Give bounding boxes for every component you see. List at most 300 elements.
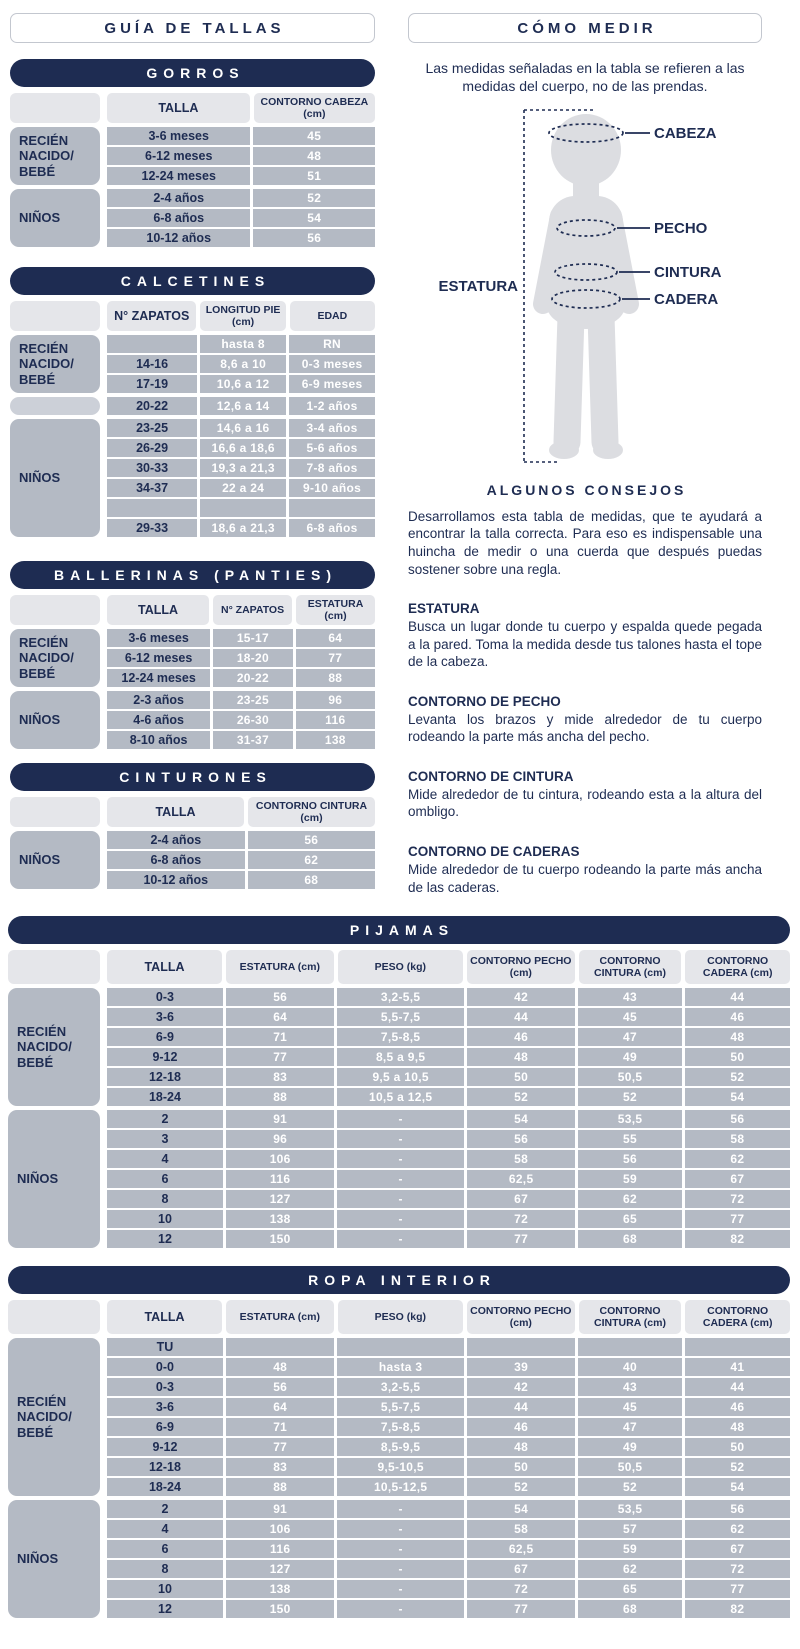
table-cell: 47 <box>578 1028 681 1046</box>
table-cell: 56 <box>226 988 335 1006</box>
table-corner-cell <box>10 301 100 331</box>
table-cell <box>107 499 197 517</box>
table-cell: 62 <box>685 1150 790 1168</box>
row-group-label: NIÑOS <box>10 419 100 537</box>
row-group <box>10 691 375 749</box>
size-table-calcetines <box>10 267 375 537</box>
column-header: CONTORNO CADERA (cm) <box>685 950 790 984</box>
table-cell: 15-17 <box>213 629 292 647</box>
table-row <box>107 1130 790 1148</box>
table-title-ropa-interior: ROPA INTERIOR <box>8 1266 790 1294</box>
table-cell: 58 <box>685 1130 790 1148</box>
table-cell: 138 <box>296 731 375 749</box>
table-cell: 49 <box>578 1438 681 1456</box>
table-corner-cell <box>8 950 100 984</box>
table-cell: 48 <box>467 1048 576 1066</box>
column-header: TALLA <box>107 1300 222 1334</box>
table-row <box>107 397 375 415</box>
table-cell: 8,6 a 10 <box>200 355 286 373</box>
table-cell: 50 <box>685 1048 790 1066</box>
table-cell: 62,5 <box>467 1540 576 1558</box>
table-cell: 59 <box>578 1170 681 1188</box>
table-cell: 9,5-10,5 <box>337 1458 463 1476</box>
row-group-label: RECIÉN NACIDO/ BEBÉ <box>10 629 100 687</box>
table-cell: 8-10 años <box>107 731 210 749</box>
table-cell: 6-12 meses <box>107 649 210 667</box>
table-cell: 2-3 años <box>107 691 210 709</box>
table-row <box>107 831 375 849</box>
table-cell: 3-6 meses <box>107 127 250 145</box>
table-cell: 0-3 <box>107 1378 223 1396</box>
table-cell: 96 <box>226 1130 335 1148</box>
tip-contorno-pecho <box>408 694 762 746</box>
table-cell: 10,5 a 12,5 <box>337 1088 463 1106</box>
table-cell: 9-10 años <box>289 479 375 497</box>
table-cell: 17-19 <box>107 375 197 393</box>
table-cell: 62 <box>578 1560 681 1578</box>
table-cell: 62 <box>578 1190 681 1208</box>
table-cell: 54 <box>467 1110 576 1128</box>
table-cell: 116 <box>296 711 375 729</box>
cinturones-table-host <box>10 763 375 889</box>
row-group-label: NIÑOS <box>10 691 100 749</box>
table-cell: 50 <box>685 1438 790 1456</box>
table-cell: 44 <box>685 988 790 1006</box>
table-cell: 77 <box>226 1048 335 1066</box>
consejos-title: ALGUNOS CONSEJOS <box>486 481 687 498</box>
row-group <box>10 397 375 415</box>
table-cell: 50 <box>467 1458 576 1476</box>
tip-text: Mide alrededor de tu cuerpo rodeando la parte más ancha de las caderas. <box>408 861 762 895</box>
table-header-row <box>10 797 375 827</box>
table-cell: hasta 3 <box>337 1358 463 1376</box>
table-cell: 82 <box>685 1600 790 1618</box>
table-cell: 6-8 años <box>289 519 375 537</box>
table-cell: 3,2-5,5 <box>337 1378 463 1396</box>
tip-estatura <box>408 601 762 671</box>
table-cell: 6-8 años <box>107 851 245 869</box>
table-cell: 12 <box>107 1230 223 1248</box>
table-cell: 10,5-12,5 <box>337 1478 463 1496</box>
table-cell: - <box>337 1110 463 1128</box>
table-cell: 67 <box>467 1190 576 1208</box>
table-cell: 14,6 a 16 <box>200 419 286 437</box>
column-header: CONTORNO CADERA (cm) <box>685 1300 790 1334</box>
column-header: CONTORNO CABEZA (cm) <box>254 93 375 123</box>
column-header: TALLA <box>107 797 244 827</box>
table-cell: 46 <box>467 1418 576 1436</box>
table-cell: 26-30 <box>213 711 292 729</box>
table-cell: 5,5-7,5 <box>337 1008 463 1026</box>
table-cell: 43 <box>578 988 681 1006</box>
table-cell <box>337 1338 463 1356</box>
size-table-gorros <box>10 59 375 247</box>
table-row <box>107 1008 790 1026</box>
table-cell: - <box>337 1210 463 1228</box>
table-cell: 20-22 <box>107 397 197 415</box>
table-row <box>107 1600 790 1618</box>
table-row <box>107 1210 790 1228</box>
table-cell: 8,5 a 9,5 <box>337 1048 463 1066</box>
table-cell: 2 <box>107 1110 223 1128</box>
row-group <box>10 127 375 185</box>
row-group <box>10 831 375 889</box>
table-row <box>107 629 375 647</box>
table-cell: 72 <box>685 1190 790 1208</box>
table-cell: 48 <box>226 1358 335 1376</box>
table-row <box>107 1358 790 1376</box>
gorros-table-host <box>10 59 375 247</box>
table-cell: 42 <box>467 988 576 1006</box>
column-header: ESTATURA (cm) <box>226 950 334 984</box>
table-cell: 67 <box>685 1170 790 1188</box>
table-title-gorros: GORROS <box>10 59 375 87</box>
table-cell: 2 <box>107 1500 223 1518</box>
cabeza-label: CABEZA <box>654 124 717 142</box>
column-header: EDAD <box>290 301 375 331</box>
table-cell: - <box>337 1540 463 1558</box>
row-group <box>10 189 375 247</box>
table-cell: - <box>337 1600 463 1618</box>
table-cell: 9-12 <box>107 1438 223 1456</box>
table-cell: 71 <box>226 1418 335 1436</box>
table-cell: 30-33 <box>107 459 197 477</box>
column-header: CONTORNO CINTURA (cm) <box>248 797 375 827</box>
table-cell: 64 <box>226 1008 335 1026</box>
table-row <box>107 1190 790 1208</box>
table-cell: 72 <box>685 1560 790 1578</box>
table-row <box>107 1540 790 1558</box>
table-cell: 4 <box>107 1520 223 1538</box>
tip-text: Busca un lugar donde tu cuerpo y espalda quede pegada a la pared. Toma la medida desde tus talones hasta el tope de la cabeza. <box>408 619 762 670</box>
table-cell: 16,6 a 18,6 <box>200 439 286 457</box>
table-cell: 65 <box>578 1580 681 1598</box>
table-cell: 12 <box>107 1600 223 1618</box>
table-header-row <box>8 1300 790 1334</box>
table-cell: 58 <box>467 1150 576 1168</box>
table-cell: 40 <box>578 1358 681 1376</box>
table-row <box>107 499 375 517</box>
column-header: PESO (kg) <box>338 950 463 984</box>
row-group <box>10 629 375 687</box>
table-cell: 10-12 años <box>107 871 245 889</box>
table-cell: 68 <box>578 1230 681 1248</box>
table-cell: 7,5-8,5 <box>337 1028 463 1046</box>
measurements-note: Las medidas señaladas en la tabla se refieren a las medidas del cuerpo, no de las prendas. <box>425 60 745 95</box>
table-title-cinturones: CINTURONES <box>10 763 375 791</box>
table-cell: 53,5 <box>578 1500 681 1518</box>
table-cell: 127 <box>226 1190 335 1208</box>
table-cell: 54 <box>253 209 375 227</box>
table-cell: - <box>337 1560 463 1578</box>
table-cell: 68 <box>578 1600 681 1618</box>
row-group-label: NIÑOS <box>10 831 100 889</box>
row-group-label: RECIÉN NACIDO/ BEBÉ <box>8 1338 100 1496</box>
table-cell: 9,5 a 10,5 <box>337 1068 463 1086</box>
table-row <box>107 1580 790 1598</box>
table-cell: 77 <box>685 1580 790 1598</box>
column-header: PESO (kg) <box>338 1300 463 1334</box>
table-row <box>107 189 375 207</box>
table-cell: 48 <box>467 1438 576 1456</box>
tip-text: Mide alrededor de tu cintura, rodeando esta a la altura del ombligo. <box>408 786 762 820</box>
table-cell: 12-18 <box>107 1068 223 1086</box>
table-cell: 62 <box>685 1520 790 1538</box>
table-cell: - <box>337 1230 463 1248</box>
row-group <box>8 1338 790 1496</box>
table-row <box>107 459 375 477</box>
table-cell: 62,5 <box>467 1170 576 1188</box>
table-cell: 116 <box>226 1540 335 1558</box>
table-cell: 52 <box>578 1478 681 1496</box>
table-row <box>107 1230 790 1248</box>
table-cell: 1-2 años <box>289 397 375 415</box>
table-cell: 56 <box>248 831 375 849</box>
row-group-label: NIÑOS <box>10 189 100 247</box>
table-cell: 0-3 meses <box>289 355 375 373</box>
table-row <box>107 1068 790 1086</box>
full-width-tables <box>8 916 790 1618</box>
table-cell: 6-12 meses <box>107 147 250 165</box>
table-cell: 44 <box>467 1008 576 1026</box>
table-row <box>107 439 375 457</box>
table-cell: 19,3 a 21,3 <box>200 459 286 477</box>
row-group-label: NIÑOS <box>8 1110 100 1248</box>
pijamas-table-host <box>8 916 790 1248</box>
table-cell: RN <box>289 335 375 353</box>
table-cell: 64 <box>226 1398 335 1416</box>
table-cell: 45 <box>578 1398 681 1416</box>
table-cell: - <box>337 1170 463 1188</box>
table-cell: 91 <box>226 1500 335 1518</box>
table-row <box>107 355 375 373</box>
table-cell: 54 <box>685 1088 790 1106</box>
table-cell: 150 <box>226 1600 335 1618</box>
column-header: CONTORNO CINTURA (cm) <box>579 1300 682 1334</box>
table-cell: 57 <box>578 1520 681 1538</box>
table-cell: 50,5 <box>578 1458 681 1476</box>
table-cell: 26-29 <box>107 439 197 457</box>
row-group <box>8 1500 790 1618</box>
table-cell: 6-9 <box>107 1028 223 1046</box>
table-cell: 12-18 <box>107 1458 223 1476</box>
table-cell: 12-24 meses <box>107 669 210 687</box>
table-cell: 77 <box>467 1600 576 1618</box>
table-cell: 22 a 24 <box>200 479 286 497</box>
column-header: TALLA <box>107 950 222 984</box>
size-guide-title: GUÍA DE TALLAS <box>10 13 375 43</box>
row-group-label: RECIÉN NACIDO/ BEBÉ <box>8 988 100 1106</box>
table-header-row <box>10 93 375 123</box>
table-cell: 23-25 <box>107 419 197 437</box>
table-cell: 46 <box>685 1008 790 1026</box>
size-table-cinturones <box>10 763 375 889</box>
table-cell: 52 <box>578 1088 681 1106</box>
table-row <box>107 851 375 869</box>
table-cell: 8 <box>107 1190 223 1208</box>
table-cell: 54 <box>685 1478 790 1496</box>
size-table-ballerinas <box>10 561 375 749</box>
table-header-row <box>10 301 375 331</box>
table-cell: 7-8 años <box>289 459 375 477</box>
table-cell: 3-6 <box>107 1398 223 1416</box>
table-cell: 67 <box>467 1560 576 1578</box>
row-group-label <box>10 397 100 415</box>
table-cell: 6-8 años <box>107 209 250 227</box>
table-cell: 3-4 años <box>289 419 375 437</box>
table-row <box>107 1170 790 1188</box>
column-header: TALLA <box>107 595 209 625</box>
table-cell: 56 <box>685 1500 790 1518</box>
table-header-row <box>8 950 790 984</box>
como-medir-title: CÓMO MEDIR <box>408 13 762 43</box>
table-cell: 43 <box>578 1378 681 1396</box>
table-row <box>107 1438 790 1456</box>
table-cell: 106 <box>226 1520 335 1538</box>
table-corner-cell <box>10 93 100 123</box>
table-cell: hasta 8 <box>200 335 286 353</box>
table-cell <box>578 1338 681 1356</box>
table-cell: 6-9 <box>107 1418 223 1436</box>
table-cell <box>289 499 375 517</box>
table-cell: 18-24 <box>107 1088 223 1106</box>
table-cell: 3,2-5,5 <box>337 988 463 1006</box>
table-cell: 39 <box>467 1358 576 1376</box>
table-cell: 52 <box>467 1088 576 1106</box>
consejos-intro: Desarrollamos esta tabla de medidas, que te ayudará a encontrar la talla correcta. Para eso es indispensable una huincha de medir o una cuerda que después puedas sostener sobre una regla. <box>408 508 762 577</box>
table-cell: 138 <box>226 1210 335 1228</box>
table-corner-cell <box>8 1300 100 1334</box>
table-row <box>107 711 375 729</box>
table-cell: 8,5-9,5 <box>337 1438 463 1456</box>
table-cell: 64 <box>296 629 375 647</box>
table-cell <box>200 499 286 517</box>
row-group-label: NIÑOS <box>8 1500 100 1618</box>
table-row <box>107 1110 790 1128</box>
table-cell: 59 <box>578 1540 681 1558</box>
table-cell: 10 <box>107 1210 223 1228</box>
column-header: CONTORNO CINTURA (cm) <box>579 950 682 984</box>
table-cell: 52 <box>685 1458 790 1476</box>
table-row <box>107 1338 790 1356</box>
table-row <box>107 731 375 749</box>
table-cell: 44 <box>685 1378 790 1396</box>
size-table-ropa-interior <box>8 1266 790 1618</box>
table-title-calcetines: CALCETINES <box>10 267 375 295</box>
row-group <box>10 419 375 537</box>
tip-heading: CONTORNO DE CINTURA <box>408 768 574 784</box>
row-group <box>8 1110 790 1248</box>
cintura-label: CINTURA <box>654 263 722 281</box>
pecho-label: PECHO <box>654 219 708 237</box>
table-cell: 71 <box>226 1028 335 1046</box>
table-cell: 18-24 <box>107 1478 223 1496</box>
table-row <box>107 649 375 667</box>
table-cell: 4-6 años <box>107 711 210 729</box>
row-group-label: RECIÉN NACIDO/ BEBÉ <box>10 127 100 185</box>
table-cell: 44 <box>467 1398 576 1416</box>
tip-contorno-cintura <box>408 769 762 821</box>
table-cell: 4 <box>107 1150 223 1168</box>
table-cell: 56 <box>578 1150 681 1168</box>
child-silhouette <box>543 114 629 459</box>
table-cell: 8 <box>107 1560 223 1578</box>
table-row <box>107 1398 790 1416</box>
table-cell: 77 <box>685 1210 790 1228</box>
table-cell: 41 <box>685 1358 790 1376</box>
table-cell: 96 <box>296 691 375 709</box>
table-row <box>107 988 790 1006</box>
table-cell: 6 <box>107 1540 223 1558</box>
table-cell: 62 <box>248 851 375 869</box>
table-cell: 18-20 <box>213 649 292 667</box>
column-header: ESTATURA (cm) <box>296 595 375 625</box>
column-header: CONTORNO PECHO (cm) <box>467 1300 575 1334</box>
table-cell: 12,6 a 14 <box>200 397 286 415</box>
table-row <box>107 519 375 537</box>
table-cell: 20-22 <box>213 669 292 687</box>
table-row <box>107 1458 790 1476</box>
size-table-pijamas <box>8 916 790 1248</box>
calcetines-table-host <box>10 267 375 537</box>
table-cell: 55 <box>578 1130 681 1148</box>
table-row <box>107 229 375 247</box>
table-cell: 52 <box>253 189 375 207</box>
table-cell: 46 <box>685 1398 790 1416</box>
table-row <box>107 1150 790 1168</box>
table-cell <box>467 1338 576 1356</box>
column-header: N° ZAPATOS <box>213 595 292 625</box>
table-cell: 2-4 años <box>107 831 245 849</box>
table-cell: 52 <box>685 1068 790 1086</box>
table-cell: TU <box>107 1338 223 1356</box>
table-cell: 10 <box>107 1580 223 1598</box>
tip-heading: ESTATURA <box>408 601 480 617</box>
table-cell: 10-12 años <box>107 229 250 247</box>
table-cell: 65 <box>578 1210 681 1228</box>
table-cell: - <box>337 1150 463 1168</box>
table-cell: 150 <box>226 1230 335 1248</box>
table-cell: 49 <box>578 1048 681 1066</box>
table-cell: 10,6 a 12 <box>200 375 286 393</box>
table-cell: 31-37 <box>213 731 292 749</box>
table-cell: 5-6 años <box>289 439 375 457</box>
table-cell: 6 <box>107 1170 223 1188</box>
body-measurement-diagram <box>408 102 762 474</box>
table-cell: 18,6 a 21,3 <box>200 519 286 537</box>
table-cell: 45 <box>253 127 375 145</box>
table-row <box>107 127 375 145</box>
table-cell: 3-6 meses <box>107 629 210 647</box>
table-row <box>107 1500 790 1518</box>
table-cell: 58 <box>467 1520 576 1538</box>
tip-text: Levanta los brazos y mide alrededor de tu cuerpo rodeando la parte más ancha del pecho. <box>408 711 762 745</box>
table-cell: 3-6 <box>107 1008 223 1026</box>
table-row <box>107 1520 790 1538</box>
column-header: ESTATURA (cm) <box>226 1300 334 1334</box>
table-corner-cell <box>10 595 100 625</box>
tables-column <box>10 13 375 896</box>
table-cell: 5,5-7,5 <box>337 1398 463 1416</box>
table-cell: 50 <box>467 1068 576 1086</box>
table-cell: 88 <box>296 669 375 687</box>
table-cell: - <box>337 1130 463 1148</box>
table-cell: 56 <box>685 1110 790 1128</box>
column-header: LONGITUD PIE (cm) <box>200 301 285 331</box>
table-row <box>107 1028 790 1046</box>
table-row <box>107 1048 790 1066</box>
table-cell: - <box>337 1500 463 1518</box>
